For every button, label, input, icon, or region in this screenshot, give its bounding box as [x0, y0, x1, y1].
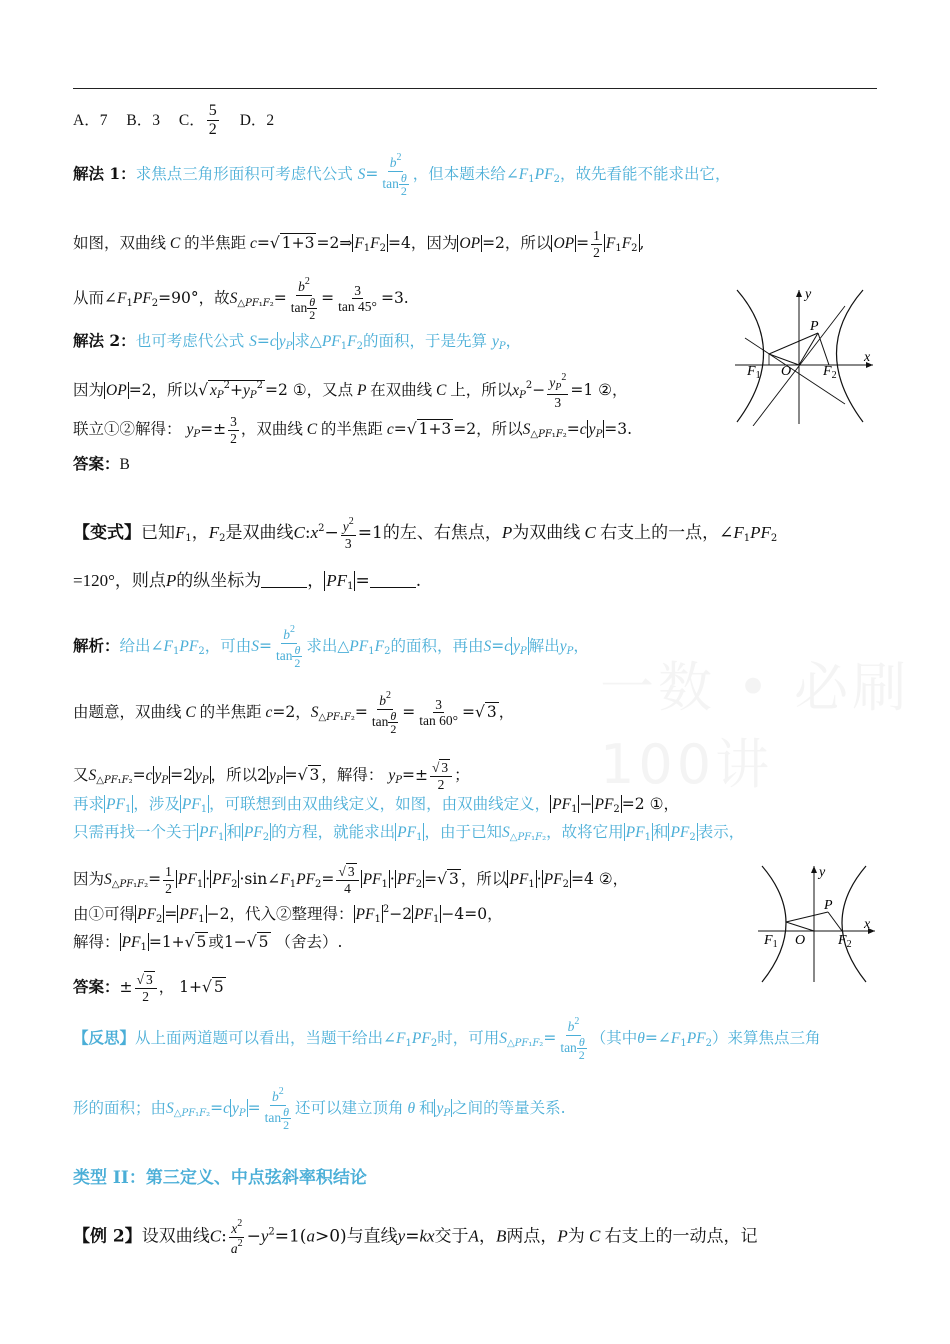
reflection-line2: 形的面积；由$S_{\triangle PF_1F_2}=c$ $y_P$ = $b^2$ tan $\frac{\theta}{2}$ 还可以建立顶角 θ 和 $y_P$ 之间的等量关系. — [73, 1086, 566, 1133]
fig1-o-label: O — [781, 364, 792, 379]
method1-line3: 从而$\angle F_1PF_2=90^\circ$，故$S_{\triangle PF_1F_2}=$ $b^2$ tan $\frac{\theta}{2}$ = $\frac{3}{\tan 45^\circ}$ =3. — [73, 276, 409, 323]
type2-heading: 类型 II：第三定义、中点弦斜率积结论 — [73, 1168, 367, 1188]
method2-line1: 解法 2：也可考虑代公式 S=c $y_P$ 求$\triangle PF_1F_2$的面积，于是先算 $y_P$， — [73, 331, 522, 352]
solution-line2: 由题意，双曲线 C 的半焦距 c=2，$S_{\triangle PF_1F_2}=$ $b^2$ tan $\frac{\theta}{2}$ = $\frac{3}{\tan 60^\circ}$ =√ 3 ， — [73, 690, 515, 737]
method1-line2: 如图，双曲线 C 的半焦距 c=√ 1+3 =2⇒ $F_1F_2 =4$，因为 OP =2，所以 OP = $\frac{1}{2}$ $F_1F_2$ , — [73, 228, 645, 260]
fig2-o-label: O — [795, 933, 806, 948]
watermark: 一数 • 必刷100讲 — [600, 656, 911, 796]
fig2-y-label: y — [819, 865, 826, 880]
solution-line1: 解析：给出$\angle F_1PF_2$，可由S= $b^2$ tan $\frac{\theta}{2}$ 求出$\triangle PF_1F_2$的面积，再由S=c $y_P$ 解出$y_P$， — [73, 624, 589, 671]
hyperbola-figure-1 — [725, 286, 875, 426]
fig1-f1-label: $F_1$ — [747, 364, 761, 381]
variant-line1: 【变式】已知$F_1$，$F_2$是双曲线$C:x^2-$ $\frac{y^2}{3}$ =1的左、右焦点，P为双曲线 C 右支上的一点，$\angle F_1PF_2$ — [73, 516, 778, 551]
solution-line4: 再求 $PF_1$ ，涉及 $PF_1$ ，可联想到由双曲线定义，如图，由双曲线定义， $PF_1 - PF_2 =2$ ①， — [73, 795, 679, 815]
blank-1[interactable] — [261, 586, 307, 588]
fig2-p-label: P — [824, 898, 833, 913]
reflection-line1: 【反思】从上面两道题可以看出，当题干给出$\angle F_1PF_2$时，可用$S_{\triangle PF_1F_2}=$ $b^2$ tan $\frac{\theta}{2}$ （其中$\theta=\angle F_1PF_2$）来算焦点三角 — [73, 1016, 821, 1063]
solution-line7: 由①可得 $PF_2 = PF_1 -2$，代入②整理得： $PF_1^2-2$ $PF_1 -4=0$， — [73, 904, 503, 925]
fig2-f2-label: $F_2$ — [838, 933, 852, 950]
top-rule — [73, 88, 877, 89]
solution-line5: 只需再找一个关于 $PF_1$ 和 $PF_2$ 的方程，就能求出 $PF_1$ ，由于已知$S_{\triangle PF_1F_2}$，故将它用 $PF_1$ 和 $PF_2$ 表示， — [73, 823, 745, 843]
example2-line: 【例 2】设双曲线C: $\frac{x^2}{a^2}$ $-y^2=1(a>0)$与直线y=kx交于A，B两点，P为 C 右支上的一动点，记 — [73, 1218, 758, 1256]
fig2-x-label: x — [864, 917, 871, 932]
fig1-y-label: y — [805, 287, 812, 302]
solution-line6: 因为$S_{\triangle PF_1F_2}=$ $\frac{1}{2}$ $PF_1 \cdot PF_2$ $\cdot\sin\angle F_1PF_2=$ $\frac{√ 3}{4}$ $PF_1 \cdot PF_2$ =√ 3 ，所以 $PF_1 \cdot PF_2 =4$ ②， — [73, 864, 629, 896]
hyperbola-figure-2 — [752, 862, 877, 984]
choices-line: A．7 B．3 C． $\frac{5}{2}$ D．2 — [73, 102, 275, 139]
blank-2[interactable] — [370, 586, 416, 588]
fig1-p-label: P — [810, 319, 819, 334]
fig1-x-label: x — [864, 350, 871, 365]
answer1: 答案：B — [73, 454, 130, 473]
answer2: 答案：± $\frac{√ 3}{2}$ ， 1+√ 5 — [73, 972, 224, 1004]
fig1-f2-label: $F_2$ — [823, 364, 837, 381]
solution-line3: 又$S_{\triangle PF_1F_2}=c$ $y_P =2$ $y_P$ ，所以2 $y_P$ =√ 3 ，解得： $y_P=\pm$ $\frac{√ 3}{2}$ ； — [73, 760, 470, 792]
fig2-f1-label: $F_1$ — [764, 933, 778, 950]
variant-line2: =120°，则点P的纵坐标为 ， $PF_1$ = . — [73, 571, 422, 592]
method1-line1: 解法 1：求焦点三角形面积可考虑代公式 S= $b^2$ tan $\frac{\theta}{2}$ ，但本题未给$\angle F_1PF_2$，故先看能不能求出它， — [73, 152, 731, 199]
solution-line8: 解得： $PF_1 =1+√$ 5 或1−√ 5 （舍去）. — [73, 933, 343, 953]
method2-line3: 联立①②解得： $y_P=\pm$ $\frac{3}{2}$ ，双曲线 C 的半焦距 c=√ 1+3 =2，所以$S_{\triangle PF_1F_2}=c$ $y_P =3$. — [73, 414, 633, 446]
method2-line2: 因为 OP =2，所以√ $x_P^2+y_P^2 =2$ ①，又点 P 在双曲线 C 上，所以$x_P^2-$ $\frac{y_P^2}{3}$ =1 ②， — [73, 372, 628, 410]
